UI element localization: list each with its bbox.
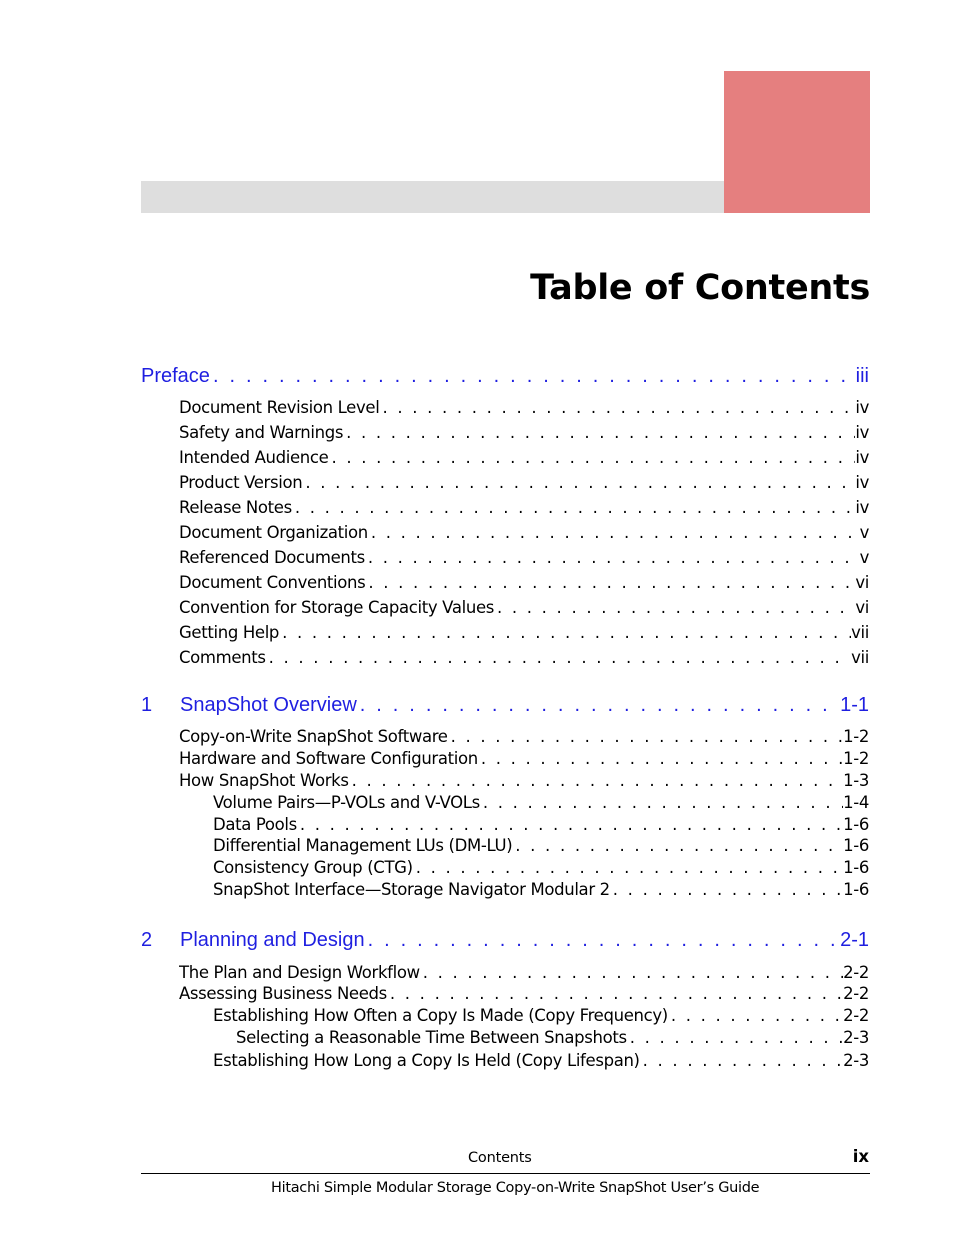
toc-entry-label: Data Pools	[213, 815, 297, 834]
toc-entry-label: Intended Audience	[179, 448, 329, 467]
dot-leader	[387, 984, 843, 1003]
toc-entry-page: 2-2	[843, 1006, 869, 1025]
toc-entry[interactable]	[213, 793, 869, 812]
toc-entry-page: iv	[855, 423, 869, 442]
toc-entry-label: SnapShot Overview	[180, 694, 357, 716]
dot-leader	[448, 727, 843, 746]
toc-entry-page: 2-1	[840, 929, 869, 951]
toc-entry[interactable]	[179, 623, 869, 642]
toc-entry-page: 1-6	[843, 880, 869, 899]
toc-entry[interactable]	[179, 423, 869, 442]
toc-entry-page: 1-3	[843, 771, 869, 790]
toc-entry-label: Safety and Warnings	[179, 423, 344, 442]
toc-entry-page: iv	[855, 398, 869, 417]
toc-entry-label: Document Revision Level	[179, 398, 380, 417]
toc-entry[interactable]	[179, 473, 869, 492]
dot-leader	[627, 1028, 843, 1047]
toc-entry[interactable]	[179, 984, 869, 1003]
toc-entry-page: 1-1	[840, 694, 869, 716]
dot-leader	[328, 448, 855, 467]
toc-entry-label: Convention for Storage Capacity Values	[179, 598, 494, 617]
dot-leader	[302, 473, 855, 492]
toc-entry-page: 1-2	[843, 749, 869, 768]
toc-entry[interactable]	[213, 1051, 869, 1070]
toc-entry-page: 1-2	[843, 727, 869, 746]
toc-entry-label: Document Conventions	[179, 573, 366, 592]
toc-entry[interactable]	[179, 727, 869, 746]
toc-entry-label: Hardware and Software Configuration	[179, 749, 478, 768]
dot-leader	[297, 815, 843, 834]
toc-entry-label: Assessing Business Needs	[179, 984, 387, 1003]
toc-entry-page: 2-3	[843, 1051, 869, 1070]
toc-entry-label: Establishing How Long a Copy Is Held (Copy Lifespan)	[213, 1051, 640, 1070]
toc-entry-label: How SnapShot Works	[179, 771, 349, 790]
toc-entry-label: Document Organization	[179, 523, 368, 542]
toc-entry-page: 1-6	[843, 815, 869, 834]
toc-preface[interactable]	[141, 365, 869, 388]
toc-entry-page: iv	[855, 448, 869, 467]
dot-leader	[365, 548, 860, 567]
toc-entry-page: iv	[855, 473, 869, 492]
toc-entry-page: v	[859, 523, 869, 542]
toc-entry[interactable]	[213, 836, 869, 855]
toc-chapter-1[interactable]	[141, 694, 869, 717]
toc-entry[interactable]	[179, 573, 869, 592]
toc-entry-label: Consistency Group (CTG)	[213, 858, 413, 877]
toc-entry-label: Comments	[179, 648, 266, 667]
dot-leader	[668, 1006, 843, 1025]
dot-leader	[279, 623, 851, 642]
toc-entry[interactable]	[179, 771, 869, 790]
toc-entry-label: Planning and Design	[180, 929, 365, 951]
toc-entry-page: 2-2	[843, 984, 869, 1003]
dot-leader	[478, 749, 843, 768]
toc-entry-page: vii	[851, 648, 869, 667]
dot-leader	[379, 398, 855, 417]
toc-entry[interactable]	[179, 963, 869, 982]
footer-guide-title: Hitachi Simple Modular Storage Copy-on-Write SnapShot User’s Guide	[271, 1180, 760, 1196]
toc-entry[interactable]	[179, 498, 869, 517]
toc-entry-label: The Plan and Design Workflow	[179, 963, 420, 982]
page-title: Table of Contents	[530, 268, 870, 308]
dot-leader	[610, 880, 843, 899]
toc-entry-label: Referenced Documents	[179, 548, 365, 567]
chapter-number: 1	[141, 694, 153, 716]
toc-entry-label: Preface	[141, 365, 210, 387]
toc-entry-label: Release Notes	[179, 498, 292, 517]
toc-entry-label: Copy-on-Write SnapShot Software	[179, 727, 448, 746]
toc-entry-page: vi	[855, 598, 869, 617]
toc-entry-page: vii	[851, 623, 869, 642]
toc-entry-label: Getting Help	[179, 623, 280, 642]
toc-chapter-2[interactable]	[141, 929, 869, 952]
dot-leader	[365, 929, 841, 952]
toc-entry-page: vi	[855, 573, 869, 592]
dot-leader	[420, 963, 843, 982]
dot-leader	[349, 771, 844, 790]
toc-entry-label: SnapShot Interface—Storage Navigator Modular 2	[213, 880, 610, 899]
toc-entry[interactable]	[179, 523, 869, 542]
toc-entry[interactable]	[179, 648, 869, 667]
toc-entry-page: iv	[855, 498, 869, 517]
toc-entry[interactable]	[213, 815, 869, 834]
dot-leader	[413, 858, 843, 877]
toc-entry[interactable]	[236, 1028, 869, 1047]
toc-entry-label: Differential Management LUs (DM-LU)	[213, 836, 513, 855]
toc-entry[interactable]	[213, 1006, 869, 1025]
toc-entry[interactable]	[179, 598, 869, 617]
toc-entry[interactable]	[179, 749, 869, 768]
dot-leader	[357, 694, 840, 717]
toc-entry-page: 2-2	[843, 963, 869, 982]
toc-entry-page: iii	[855, 365, 869, 387]
toc-entry-page: 1-6	[843, 858, 869, 877]
toc-entry-label: Product Version	[179, 473, 303, 492]
toc-entry[interactable]	[213, 858, 869, 877]
footer-divider	[141, 1173, 870, 1174]
toc-entry[interactable]	[213, 880, 869, 899]
chapter-number: 2	[141, 929, 153, 951]
dot-leader	[266, 648, 851, 667]
toc-entry-page: 1-6	[843, 836, 869, 855]
toc-entry-label: Volume Pairs—P-VOLs and V-VOLs	[213, 793, 480, 812]
dot-leader	[210, 365, 856, 388]
toc-entry-page: 1-4	[843, 793, 869, 812]
toc-entry-page: v	[859, 548, 869, 567]
dot-leader	[640, 1051, 843, 1070]
dot-leader	[365, 573, 855, 592]
toc-entry-page: 2-3	[843, 1028, 869, 1047]
footer-section-name: Contents	[468, 1150, 532, 1166]
footer-page-number: ix	[852, 1147, 869, 1166]
toc-entry-label: Selecting a Reasonable Time Between Snapshots	[236, 1028, 627, 1047]
dot-leader	[480, 793, 843, 812]
toc-entry[interactable]	[179, 448, 869, 467]
dot-leader	[494, 598, 855, 617]
dot-leader	[368, 523, 860, 542]
toc-entry-label: Establishing How Often a Copy Is Made (Copy Frequency)	[213, 1006, 668, 1025]
toc-entry[interactable]	[179, 548, 869, 567]
toc-entry[interactable]	[179, 398, 869, 417]
dot-leader	[512, 836, 843, 855]
dot-leader	[292, 498, 856, 517]
dot-leader	[343, 423, 855, 442]
